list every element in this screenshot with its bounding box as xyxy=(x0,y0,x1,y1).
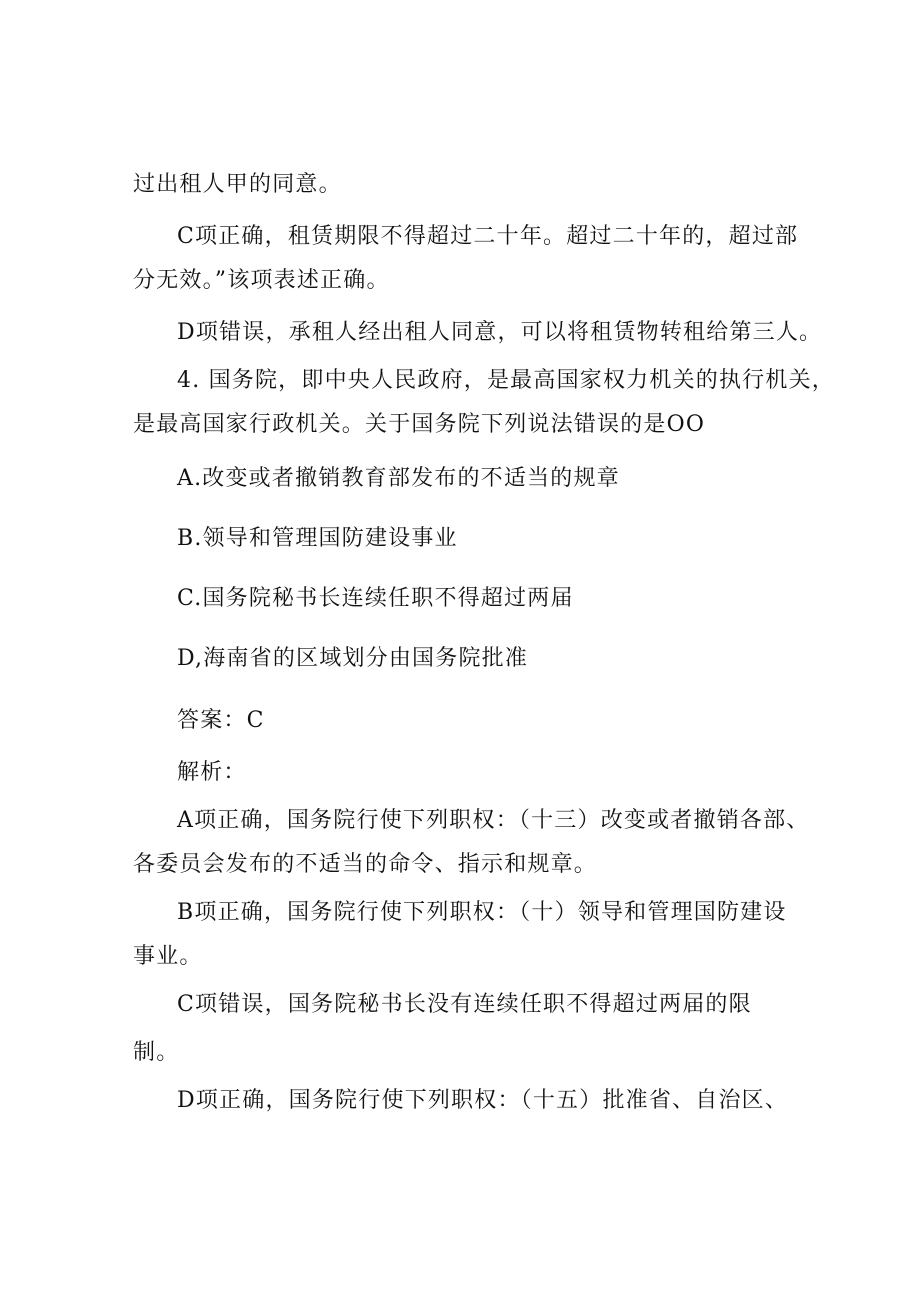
option-c: C.国务院秘书长连续任职不得超过两届 xyxy=(177,586,574,611)
analysis-line: A项正确，国务院行使下列职权：（十三）改变或者撤销各部、 xyxy=(177,808,810,833)
analysis-line: D项正确，国务院行使下列职权：（十五）批准省、自治区、 xyxy=(177,1088,789,1113)
analysis-line: B项正确，国务院行使下列职权：（十）领导和管理国防建设 xyxy=(177,900,787,925)
text-line: 过出租人甲的同意。 xyxy=(133,172,342,197)
analysis-line: 制。 xyxy=(133,1040,180,1065)
text-line: 分无效。”该项表述正确。 xyxy=(133,268,390,293)
option-d: D,海南省的区域划分由国务院批准 xyxy=(177,646,529,671)
analysis-line: C项错误，国务院秘书长没有连续任职不得超过两届的限 xyxy=(177,992,752,1017)
option-a: A.改变或者撤销教育部发布的不适当的规章 xyxy=(177,466,620,491)
answer-line: 答案：C xyxy=(177,708,265,733)
option-b: B.领导和管理国防建设事业 xyxy=(177,526,458,551)
analysis-line: 各委员会发布的不适当的命令、指示和规章。 xyxy=(133,852,598,877)
text-line: D项错误，承租人经出租人同意，可以将租赁物转租给第三人。 xyxy=(177,320,823,345)
text-line: C项正确，租赁期限不得超过二十年。超过二十年的，超过部 xyxy=(177,224,799,249)
analysis-heading: 解析： xyxy=(177,760,247,785)
analysis-line: 事业。 xyxy=(133,944,203,969)
question-stem: 4. 国务院，即中央人民政府，是最高国家权力机关的执行机关， xyxy=(177,368,835,393)
question-stem: 是最高国家行政机关。关于国务院下列说法错误的是OO xyxy=(133,412,706,437)
